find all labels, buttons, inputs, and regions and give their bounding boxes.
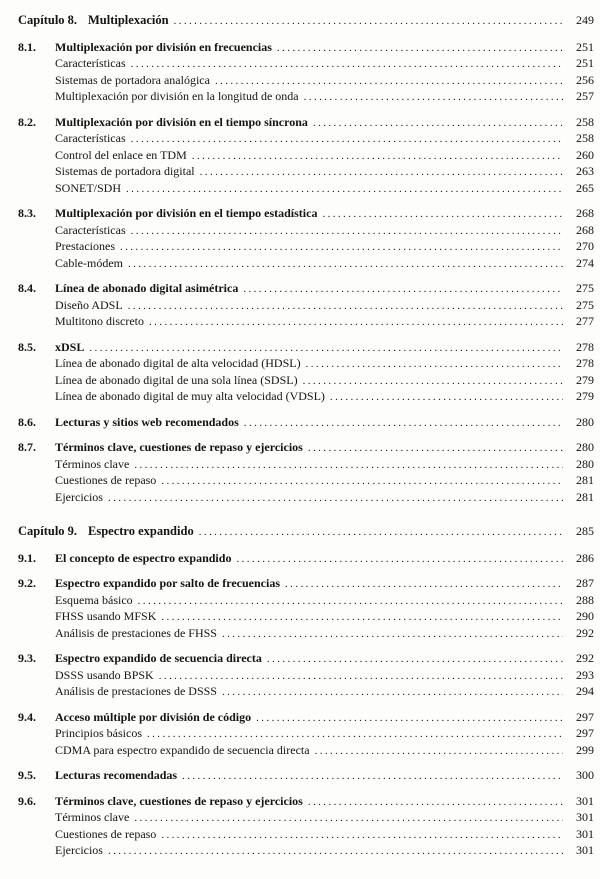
page-number: 294 [576,684,594,698]
section-group [18,281,594,331]
subsection-title: Análisis de prestaciones de FHSS [55,625,217,640]
dot-leader [182,768,563,785]
subsection-entry [18,356,594,373]
page-number: 297 [576,709,594,724]
subsection-title: Características [55,56,126,70]
dot-leader [128,298,563,315]
dot-leader [308,440,563,457]
subsection-title: Cuestiones de repaso [55,473,157,487]
section-number: 9.3. [18,651,36,665]
section-title: Espectro expandido de secuencia directa [55,651,262,665]
page-number: 249 [576,13,594,27]
dot-leader [134,457,563,474]
section-group [18,115,594,198]
page-number: 293 [576,667,594,682]
section-entry [18,340,594,357]
section-number: 9.1. [18,550,36,565]
chapter-entry [18,524,594,541]
section-group [18,440,594,506]
section-title: Términos clave, cuestiones de repaso y ejercicios [55,793,303,808]
dot-leader [147,726,563,743]
dot-leader [243,281,563,298]
section-entry [18,206,594,223]
section-group [18,206,594,272]
dot-leader [200,164,563,181]
chapter-entry [18,13,594,30]
page-number: 299 [576,742,594,757]
dot-leader [149,314,563,331]
subsection-title: Términos clave [55,456,130,471]
subsection-entry [18,181,594,198]
subsection-entry [18,743,594,760]
subsection-entry [18,314,594,331]
section-number: 9.2. [18,576,36,590]
page-number: 275 [576,281,594,295]
section-title: Espectro expandido por salto de frecuencias [55,576,281,590]
chapter [18,13,594,506]
subsection-title: Análisis de prestaciones de DSSS [55,684,217,698]
subsection-entry [18,373,594,390]
page-number: 301 [576,810,594,824]
subsection-title: Diseño ADSL [55,297,123,312]
dot-leader [131,56,563,73]
section-group [18,768,594,785]
page-number: 270 [576,239,594,253]
subsection-entry [18,457,594,474]
subsection-entry [18,56,594,73]
chapter-label: Capítulo 9. [18,524,78,538]
page-number: 263 [576,164,594,178]
page-number: 285 [576,524,594,538]
dot-leader [304,89,563,106]
dot-leader [303,373,563,390]
page-number: 280 [576,440,594,454]
page-number: 256 [576,72,594,87]
page-number: 286 [576,550,594,565]
subsection-entry [18,684,594,701]
dot-leader [308,794,563,811]
section-number: 8.2. [18,114,36,129]
subsection-title: Cable-módem [55,255,123,270]
section-number: 8.4. [18,281,36,295]
dot-leader [192,148,563,165]
section-number: 8.5. [18,339,36,354]
subsection-title: Línea de abonado digital de muy alta velocidad (VDSL) [55,389,325,403]
section-title: Línea de abonado digital asimétrica [55,281,239,295]
subsection-entry [18,131,594,148]
section-group [18,651,594,701]
section-number: 9.5. [18,768,36,782]
section-title: xDSL [55,339,85,354]
dot-leader [330,389,563,406]
section-entry [18,40,594,57]
page-number: 300 [576,768,594,782]
dot-leader [222,626,563,643]
subsection-title: CDMA para espectro expandido de secuencia directa [55,742,310,757]
page-number: 278 [576,339,594,354]
page-number: 281 [576,489,594,504]
section-entry [18,794,594,811]
subsection-entry [18,810,594,827]
section-group [18,794,594,860]
dot-leader [138,593,563,610]
subsection-entry [18,843,594,860]
page-number: 274 [576,255,594,270]
page-number: 251 [576,39,594,54]
page-number: 290 [576,609,594,623]
section-title: Acceso múltiple por división de código [55,709,252,724]
page-number: 281 [576,473,594,487]
subsection-entry [18,609,594,626]
section-entry [18,768,594,785]
dot-leader [161,473,563,490]
chapter-title: Multiplexación [88,13,169,27]
section-entry [18,115,594,132]
subsection-title: FHSS usando MFSK [55,609,157,623]
chapter-title: Espectro expandido [88,524,194,538]
subsection-entry [18,298,594,315]
dot-leader [315,743,563,760]
page-number: 301 [576,793,594,808]
subsection-title: Sistemas de portadora digital [55,164,195,178]
subsection-title: Prestaciones [55,239,115,253]
section-title: Multiplexación por división en frecuencias [55,39,272,54]
dot-leader [267,651,563,668]
dot-leader [199,524,563,541]
subsection-title: Características [55,222,126,237]
subsection-title: Sistemas de portadora analógica [55,72,210,87]
subsection-entry [18,164,594,181]
dot-leader [108,843,563,860]
page-number: 301 [576,826,594,841]
page-number: 288 [576,592,594,607]
page-number: 268 [576,206,594,220]
section-number: 9.6. [18,793,36,808]
section-group [18,576,594,642]
subsection-title: Ejercicios [55,489,103,504]
subsection-title: Principios básicos [55,726,142,740]
subsection-entry [18,490,594,507]
dot-leader [161,827,563,844]
page-number: 277 [576,314,594,328]
dot-leader [128,256,563,273]
section-group [18,40,594,106]
section-group [18,551,594,568]
page-number: 258 [576,131,594,145]
subsection-entry [18,389,594,406]
page-number: 268 [576,222,594,237]
dot-leader [131,223,563,240]
page-number: 301 [576,843,594,857]
dot-leader [222,684,563,701]
subsection-entry [18,256,594,273]
dot-leader [244,415,563,432]
dot-leader [131,131,563,148]
section-title: Términos clave, cuestiones de repaso y ejercicios [55,440,303,454]
section-entry [18,551,594,568]
dot-leader [89,340,563,357]
subsection-entry [18,726,594,743]
section-title: Multiplexación por división en el tiempo síncrona [55,114,308,129]
dot-leader [174,13,563,30]
page-number: 258 [576,114,594,129]
page-number: 265 [576,180,594,195]
subsection-entry [18,668,594,685]
section-entry [18,576,594,593]
section-entry [18,281,594,298]
section-number: 9.4. [18,709,36,724]
section-title: Lecturas y sitios web recomendados [55,414,239,429]
page-number: 260 [576,147,594,162]
page-number: 292 [576,625,594,640]
dot-leader [120,239,563,256]
page-number: 279 [576,372,594,387]
dot-leader [306,356,563,373]
subsection-title: Cuestiones de repaso [55,826,157,841]
subsection-entry [18,73,594,90]
page-number: 280 [576,456,594,471]
subsection-entry [18,239,594,256]
page-number: 297 [576,726,594,740]
dot-leader [134,810,563,827]
section-number: 8.1. [18,39,36,54]
dot-leader [285,576,563,593]
page-number: 278 [576,356,594,370]
section-title: Lecturas recomendadas [55,768,178,782]
subsection-title: Multitono discreto [55,314,144,328]
section-number: 8.6. [18,414,36,429]
page-number: 279 [576,389,594,403]
section-entry [18,710,594,727]
section-group [18,340,594,406]
dot-leader [161,609,563,626]
dot-leader [108,490,563,507]
dot-leader [322,206,563,223]
page-number: 275 [576,297,594,312]
section-entry [18,440,594,457]
chapter [18,524,594,860]
dot-leader [236,551,563,568]
subsection-entry [18,827,594,844]
page-number: 251 [576,56,594,70]
section-title: Multiplexación por división en el tiempo estadística [55,206,318,220]
section-number: 8.7. [18,440,36,454]
section-number: 8.3. [18,206,36,220]
subsection-entry [18,148,594,165]
section-entry [18,415,594,432]
subsection-entry [18,626,594,643]
dot-leader [313,115,563,132]
subsection-title: SONET/SDH [55,180,122,195]
dot-leader [215,73,563,90]
subsection-entry [18,593,594,610]
dot-leader [277,40,563,57]
page-number: 257 [576,89,594,103]
subsection-title: DSSS usando BPSK [55,667,154,682]
section-entry [18,651,594,668]
dot-leader [126,181,563,198]
subsection-title: Características [55,131,126,145]
section-title: El concepto de espectro expandido [55,550,232,565]
subsection-entry [18,223,594,240]
subsection-entry [18,473,594,490]
page-number: 280 [576,414,594,429]
subsection-title: Línea de abonado digital de alta velocidad (HDSL) [55,356,301,370]
subsection-title: Control del enlace en TDM [55,147,187,162]
subsection-title: Esquema básico [55,592,133,607]
subsection-title: Multiplexación por división en la longitud de onda [55,89,299,103]
page-number: 287 [576,576,594,590]
subsection-entry [18,89,594,106]
subsection-title: Línea de abonado digital de una sola línea (SDSL) [55,372,298,387]
dot-leader [159,668,563,685]
section-group [18,710,594,760]
section-group [18,415,594,432]
subsection-title: Términos clave [55,810,130,824]
chapter-label: Capítulo 8. [18,13,78,27]
page-number: 292 [576,651,594,665]
subsection-title: Ejercicios [55,843,103,857]
dot-leader [256,710,563,727]
